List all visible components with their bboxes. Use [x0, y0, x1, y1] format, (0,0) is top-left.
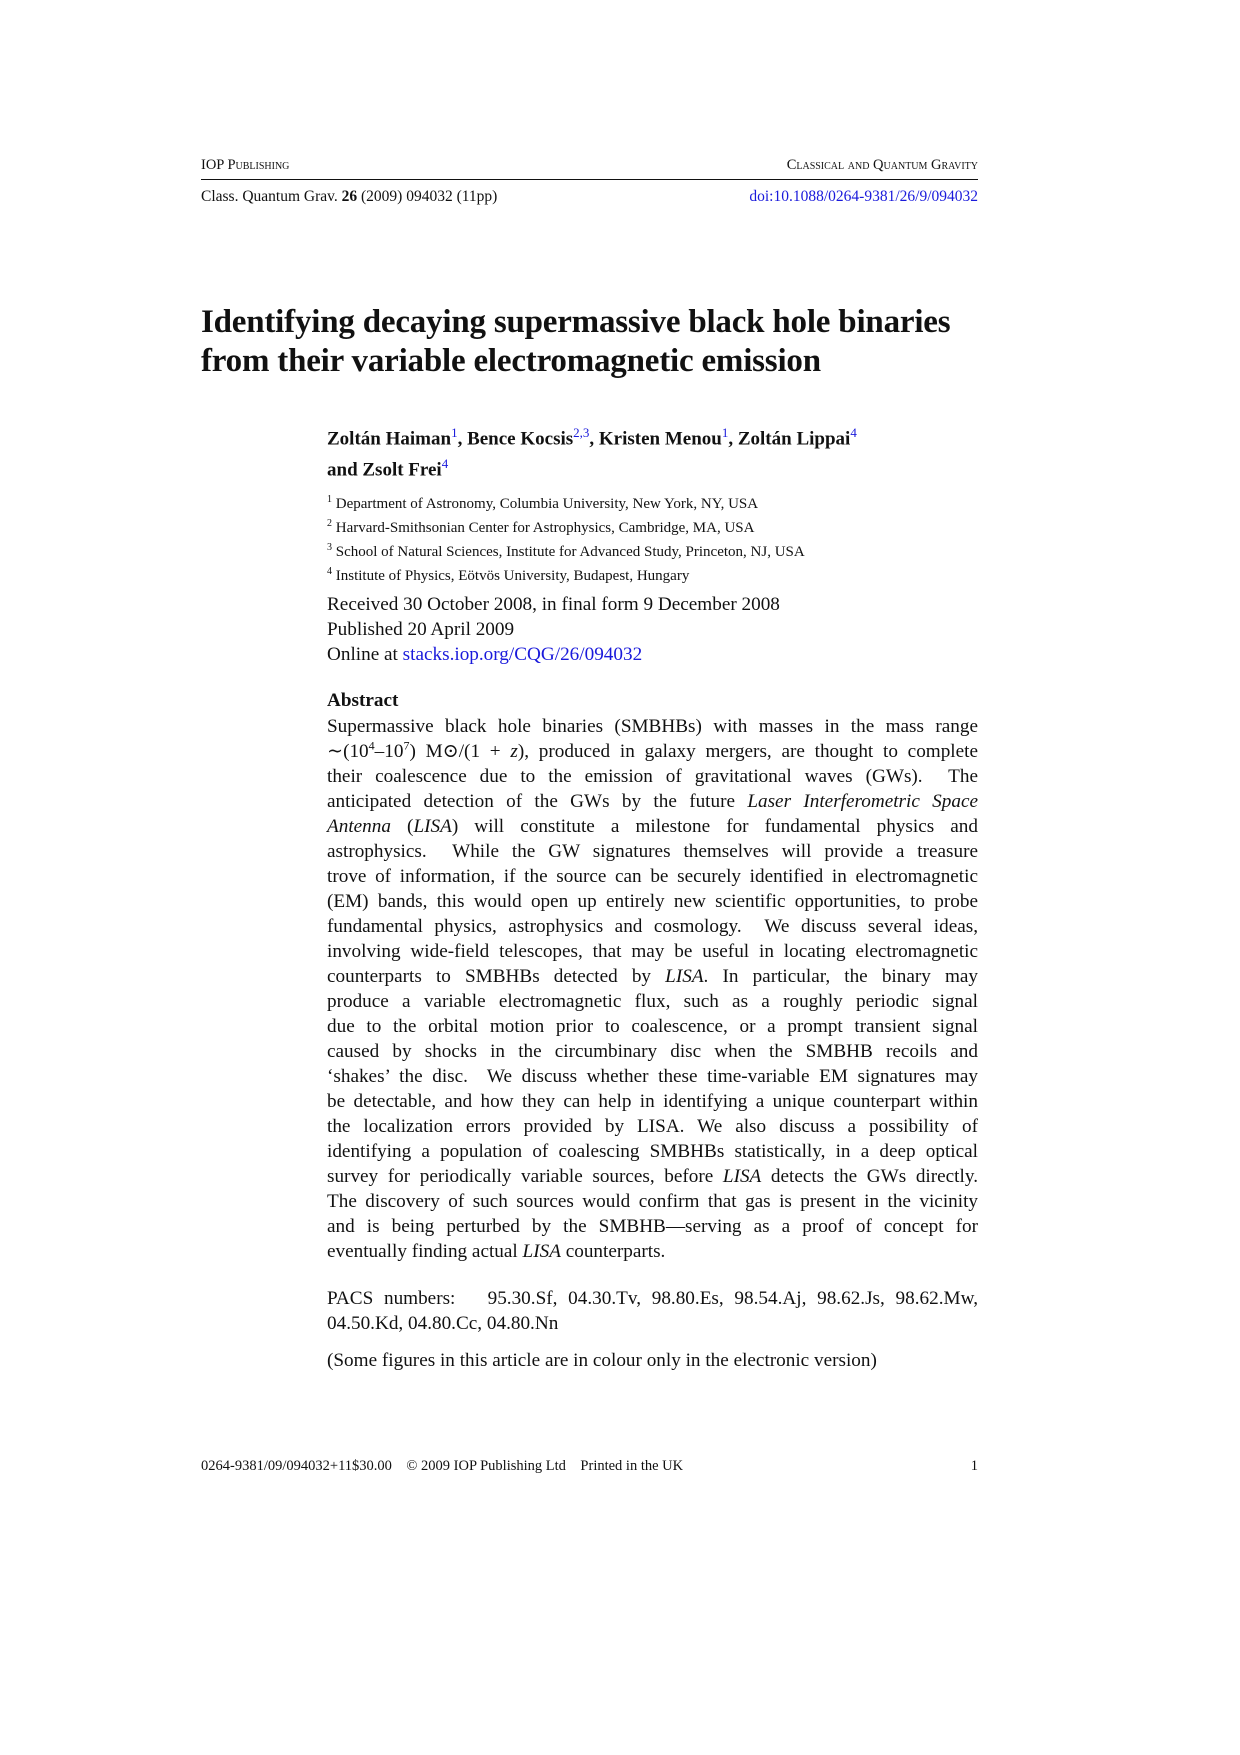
author-affiliation-link[interactable]: 4 [850, 425, 857, 440]
abstract-line: trove of information, if the source can be securely identified in electromagnetic [327, 866, 978, 887]
abstract-line: counterparts to SMBHBs detected by LISA. In particular, the binary may [327, 966, 979, 987]
separator: , [728, 428, 738, 450]
author-list [327, 420, 857, 483]
abstract-line: identifying a population of coalescing SMBHBs statistically, in a deep optical [327, 1141, 978, 1162]
abstract-line: produce a variable electromagnetic flux, such as a roughly periodic signal [327, 991, 978, 1012]
page-footer [201, 1456, 978, 1476]
abstract-line: and is being perturbed by the SMBHB—serving as a proof of concept for [327, 1216, 978, 1237]
separator: , [457, 428, 468, 450]
affiliation-text: School of Natural Sciences, Institute for Advanced Study, Princeton, NJ, USA [335, 544, 805, 560]
doi-link[interactable]: doi:10.1088/0264-9381/26/9/094032 [749, 188, 978, 205]
affiliation [327, 514, 805, 538]
abstract-line: involving wide-field telescopes, that may be useful in locating electromagnetic [327, 941, 978, 962]
author-name: Zoltán Haiman [327, 428, 452, 450]
abstract-line: be detectable, and how they can help in identifying a unique counterpart within [327, 1091, 978, 1112]
affiliation-text: Institute of Physics, Eötvös University, Budapest, Hungary [335, 568, 690, 584]
abstract-line: fundamental physics, astrophysics and cosmology. We discuss several ideas, [327, 916, 978, 937]
abstract-line: astrophysics. While the GW signatures themselves will provide a treasure [327, 841, 978, 862]
abstract-line: The discovery of such sources would confirm that gas is present in the vicinity [327, 1191, 978, 1212]
abstract-line: anticipated detection of the GWs by the future Laser Interferometric Space [327, 791, 978, 812]
page-number: 1 [970, 1458, 978, 1474]
online-at [327, 642, 780, 667]
abstract-line: the localization errors provided by LISA. We also discuss a possibility of [327, 1116, 978, 1137]
citation [201, 187, 497, 207]
affiliation-number: 1 [327, 494, 332, 505]
affiliation [327, 562, 805, 586]
affiliation-number: 2 [327, 518, 332, 529]
authors-line-2 [327, 451, 857, 482]
abstract-body [327, 714, 978, 1264]
abstract-line: Antenna (LISA) will constitute a milestone for fundamental physics and [327, 816, 978, 837]
colour-note: (Some figures in this article are in colour only in the electronic version) [327, 1350, 877, 1371]
pacs-line-2: 04.50.Kd, 04.80.Cc, 04.80.Nn [327, 1313, 559, 1334]
abstract-line: survey for periodically variable sources, before LISA detects the GWs directly. [327, 1166, 978, 1187]
citation-suffix: (2009) 094032 (11pp) [361, 188, 498, 205]
publisher-name: IOP Publishing [201, 157, 290, 173]
paper-title [201, 303, 950, 381]
title-line-1: Identifying decaying supermassive black hole binaries [201, 304, 951, 340]
pacs-numbers [327, 1286, 978, 1336]
author-name: Zoltán Lippai [737, 428, 851, 450]
abstract-heading: Abstract [327, 690, 399, 711]
citation-volume: 26 [341, 188, 358, 205]
affiliation [327, 538, 805, 562]
author-affiliation-link[interactable]: 2,3 [573, 425, 590, 440]
affiliation [327, 490, 805, 514]
author-affiliation-link[interactable]: 4 [441, 456, 449, 472]
affiliation-number: 4 [327, 566, 332, 577]
published-date: Published 20 April 2009 [327, 619, 515, 640]
separator: , [589, 428, 599, 450]
header-rule [201, 179, 978, 180]
received-date: Received 30 October 2008, in final form 9 December 2008 [327, 594, 780, 615]
author-affiliation-link[interactable]: 1 [721, 425, 729, 440]
abstract-line: their coalescence due to the emission of gravitational waves (GWs). The [327, 766, 978, 787]
abstract-line: eventually finding actual LISA counterparts. [327, 1241, 666, 1262]
publication-dates [327, 592, 780, 667]
title-line-2: from their variable electromagnetic emission [201, 343, 821, 379]
author-name: Bence Kocsis [467, 428, 574, 450]
citation-prefix: Class. Quantum Grav. [201, 188, 338, 205]
online-prefix: Online at [327, 644, 403, 665]
affiliation-number: 3 [327, 542, 332, 553]
footer-copyright: 0264-9381/09/094032+11$30.00 © 2009 IOP Publishing Ltd Printed in the UK [201, 1458, 684, 1474]
author-name: Kristen Menou [598, 428, 722, 450]
affiliation-text: Harvard-Smithsonian Center for Astrophysics, Cambridge, MA, USA [335, 520, 755, 536]
abstract-line: due to the orbital motion prior to coalescence, or a prompt transient signal [327, 1016, 978, 1037]
online-link[interactable]: stacks.iop.org/CQG/26/094032 [402, 644, 643, 665]
pacs-line-1: PACS numbers: 95.30.Sf, 04.30.Tv, 98.80.Es, 98.54.Aj, 98.62.Js, 98.62.Mw, [327, 1288, 978, 1309]
affiliations [327, 490, 805, 586]
authors-line-1 [327, 420, 857, 451]
affiliation-text: Department of Astronomy, Columbia University, New York, NY, USA [335, 496, 759, 512]
author-name: and Zsolt Frei [327, 459, 442, 481]
abstract-line: (EM) bands, this would open up entirely new scientific opportunities, to probe [327, 891, 978, 912]
journal-name: Classical and Quantum Gravity [786, 157, 978, 173]
abstract-line: ‘shakes’ the disc. We discuss whether these time-variable EM signatures may [327, 1066, 978, 1087]
abstract-line: Supermassive black hole binaries (SMBHBs) with masses in the mass range [327, 716, 978, 737]
abstract-line: $\sim(10^4-10^7)$ M⊙/(1 + z), produced in galaxy mergers, are thought to complete [327, 738, 978, 762]
abstract-line: caused by shocks in the circumbinary disc when the SMBHB recoils and [327, 1041, 978, 1062]
author-affiliation-link[interactable]: 1 [451, 425, 458, 440]
